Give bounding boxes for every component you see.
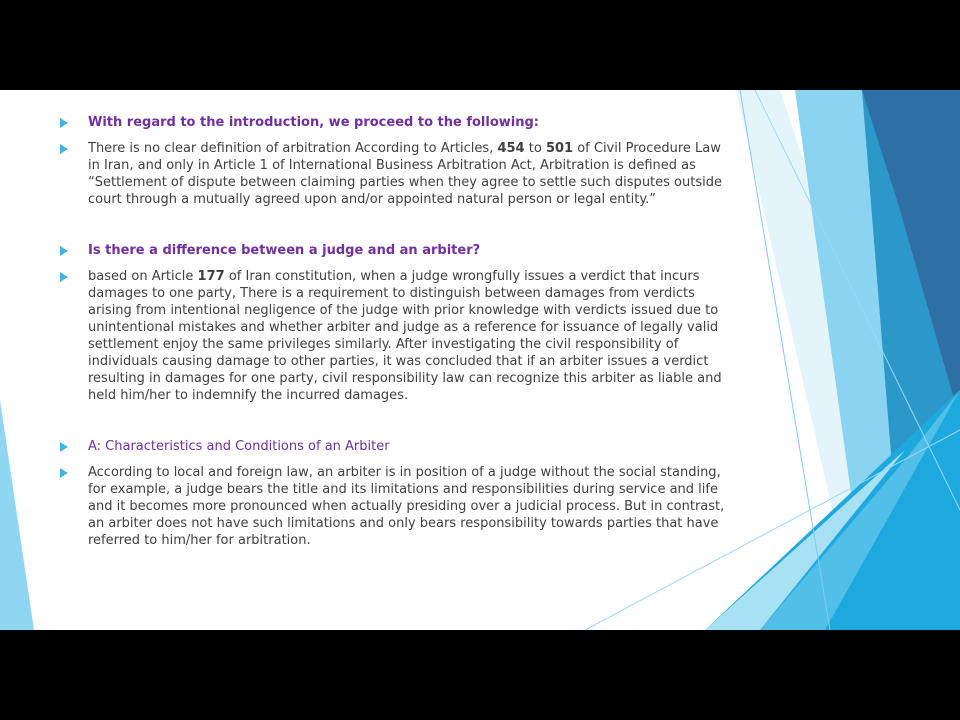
triangle-right-icon bbox=[60, 442, 68, 452]
bullet-heading-2 bbox=[60, 242, 728, 259]
article-number: 177 bbox=[197, 269, 225, 284]
paragraph-characteristics: According to local and foreign law, an arbiter is in position of a judge without the social standing, for example, a judge bears the title and its limitations and responsibilities during service and life and it becomes more pronounced when actually presiding over a judicial process. But in contrast, an arbiter does not have such limitations and only bears responsibility towards parties that have referred to him/her for arbitration. bbox=[88, 465, 725, 548]
bullet-paragraph-2 bbox=[60, 268, 728, 404]
deco-left-sliver bbox=[0, 400, 34, 630]
triangle-right-icon bbox=[60, 118, 68, 128]
triangle-right-icon bbox=[60, 272, 68, 282]
heading-judge-vs-arbiter: Is there a difference between a judge and an arbiter? bbox=[88, 243, 481, 258]
bullet-heading-1 bbox=[60, 114, 728, 131]
paragraph-responsibility: based on Article 177 of Iran constitution, when a judge wrongfully issues a verdict that incurs damages to one party, There is a requirement to distinguish between damages from verdicts arising from intentional negligence of the judge with prior knowledge with verdicts issued due to unintentional mistakes and whether arbiter and judge as a reference for issuance of legally valid settlement enjoy the same privileges similarly. After investigating the civil responsibility of individuals causing damage to other parties, it was concluded that if an arbiter issues a verdict resulting in damages for one party, civil responsibility law can recognize this arbiter as liable and held him/her to indemnify the incurred damages. bbox=[88, 269, 722, 403]
triangle-right-icon bbox=[60, 468, 68, 478]
heading-introduction: With regard to the introduction, we proceed to the following: bbox=[88, 115, 539, 130]
slide bbox=[0, 90, 960, 630]
triangle-right-icon bbox=[60, 144, 68, 154]
paragraph-definition: There is no clear definition of arbitration According to Articles, 454 to 501 of Civil Procedure Law in Iran, and only in Article 1 of International Business Arbitration Act, Arbitration is defined as “Settlement of dispute between claiming parties when they agree to settle such disputes outside court through a mutually agreed upon and/or appointed natural person or legal entity.” bbox=[88, 141, 722, 207]
heading-characteristics: A: Characteristics and Conditions of an Arbiter bbox=[88, 439, 390, 454]
bullet-paragraph-1 bbox=[60, 140, 728, 208]
slide-content bbox=[60, 114, 728, 549]
bullet-paragraph-3 bbox=[60, 464, 728, 549]
bullet-heading-3 bbox=[60, 438, 728, 455]
triangle-right-icon bbox=[60, 246, 68, 256]
article-number: 454 bbox=[497, 141, 525, 156]
article-number: 501 bbox=[545, 141, 574, 156]
